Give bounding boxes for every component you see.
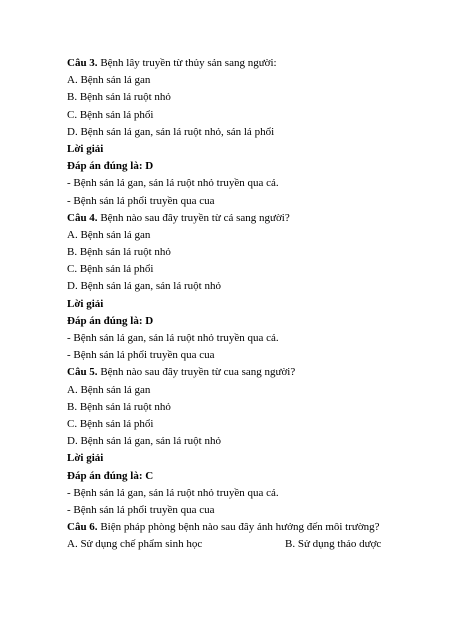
question-label: Câu 6.: [67, 521, 98, 534]
question-4: [67, 210, 397, 227]
solution-heading: Lời giải: [67, 452, 104, 465]
correct-answer: Đáp án đúng là: D: [67, 314, 154, 327]
explanation-line: - Bệnh sán lá phổi truyền qua cua: [67, 194, 215, 207]
question-text: Bệnh lây truyền từ thủy sản sang người:: [97, 57, 277, 69]
options-row: [67, 536, 397, 553]
question-text: Biện pháp phòng bệnh nào sau đây ảnh hưởng đến môi trường?: [97, 521, 380, 534]
option-d: D. Bệnh sán lá gan, sán lá ruột nhỏ: [67, 280, 221, 293]
option-a: A. Bệnh sán lá gan: [67, 228, 151, 241]
option-d: D. Bệnh sán lá gan, sán lá ruột nhỏ: [67, 435, 221, 448]
explanation-line: - Bệnh sán lá phổi truyền qua cua: [67, 503, 215, 516]
option-a: A. Bệnh sán lá gan: [67, 74, 151, 87]
solution-heading: Lời giải: [67, 142, 104, 155]
option-b: B. Bệnh sán lá ruột nhỏ: [67, 246, 171, 259]
option-b: B. Bệnh sán lá ruột nhỏ: [67, 400, 171, 413]
document-content: [67, 55, 397, 553]
option-d: D. Bệnh sán lá gan, sán lá ruột nhỏ, sán lá phổi: [67, 125, 275, 138]
correct-answer: Đáp án đúng là: C: [67, 469, 154, 482]
question-3: [67, 55, 397, 72]
option-b: B. Sử dụng thảo dược: [285, 538, 382, 551]
question-text: Bệnh nào sau đây truyền từ cua sang người?: [97, 366, 296, 379]
option-a: A. Bệnh sán lá gan: [67, 383, 151, 396]
question-label: Câu 5.: [67, 366, 98, 379]
explanation-line: - Bệnh sán lá gan, sán lá ruột nhỏ truyền qua cá.: [67, 486, 279, 499]
correct-answer: Đáp án đúng là: D: [67, 160, 154, 173]
option-c: C. Bệnh sán lá phổi: [67, 417, 154, 430]
explanation-line: - Bệnh sán lá gan, sán lá ruột nhỏ truyền qua cá.: [67, 177, 279, 190]
question-text: Bệnh nào sau đây truyền từ cá sang người?: [97, 211, 290, 224]
question-label: Câu 3.: [67, 57, 98, 69]
option-b: B. Bệnh sán lá ruột nhỏ: [67, 91, 171, 104]
question-6: [67, 519, 397, 536]
explanation-line: - Bệnh sán lá gan, sán lá ruột nhỏ truyền qua cá.: [67, 332, 279, 344]
option-a: A. Sử dụng chế phẩm sinh học: [67, 538, 203, 551]
option-c: C. Bệnh sán lá phổi: [67, 263, 154, 276]
option-c: C. Bệnh sán lá phổi: [67, 108, 154, 121]
question-label: Câu 4.: [67, 211, 98, 224]
question-5: [67, 364, 397, 381]
solution-heading: Lời giải: [67, 297, 104, 310]
explanation-line: - Bệnh sán lá phổi truyền qua cua: [67, 349, 215, 362]
